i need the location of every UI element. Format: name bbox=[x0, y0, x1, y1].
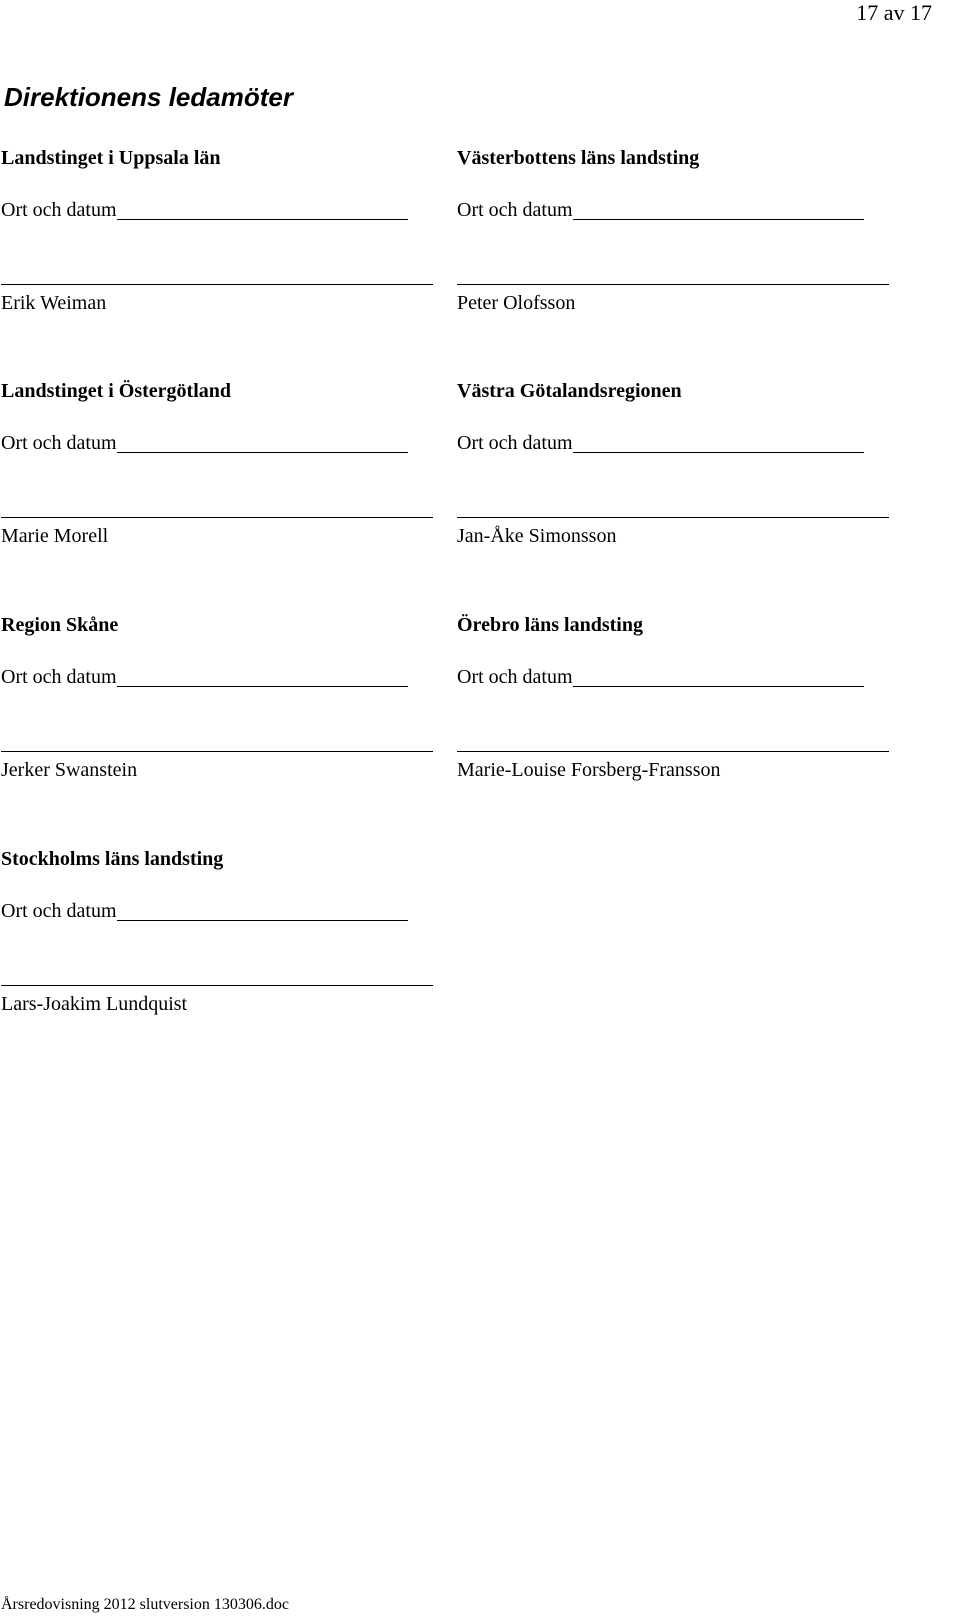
place-date-row bbox=[457, 665, 864, 689]
place-date-blank bbox=[117, 666, 408, 687]
signature-line bbox=[1, 751, 433, 752]
place-date-row bbox=[1, 899, 408, 923]
signature-line bbox=[457, 517, 889, 518]
signatory-name: Jerker Swanstein bbox=[1, 759, 138, 781]
place-date-blank bbox=[573, 432, 864, 453]
place-date-blank bbox=[117, 900, 408, 921]
signatory-name: Erik Weiman bbox=[1, 292, 107, 314]
place-date-label: Ort och datum bbox=[1, 432, 117, 454]
signature-line bbox=[1, 985, 433, 986]
place-date-label: Ort och datum bbox=[457, 432, 573, 454]
organization-name: Västerbottens läns landsting bbox=[457, 147, 700, 169]
place-date-label: Ort och datum bbox=[1, 199, 117, 221]
signature-line bbox=[1, 284, 433, 285]
place-date-row bbox=[1, 665, 408, 689]
signatory-name: Marie-Louise Forsberg-Fransson bbox=[457, 759, 721, 781]
place-date-row bbox=[457, 431, 864, 455]
organization-name: Västra Götalandsregionen bbox=[457, 380, 682, 402]
place-date-label: Ort och datum bbox=[457, 666, 573, 688]
signature-line bbox=[457, 284, 889, 285]
place-date-blank bbox=[573, 666, 864, 687]
organization-name: Stockholms läns landsting bbox=[1, 848, 224, 870]
page-number: 17 av 17 bbox=[856, 0, 932, 25]
organization-name: Landstinget i Uppsala län bbox=[1, 147, 221, 169]
signatory-name: Lars-Joakim Lundquist bbox=[1, 993, 188, 1015]
organization-name: Landstinget i Östergötland bbox=[1, 380, 232, 402]
place-date-blank bbox=[117, 199, 408, 220]
section-heading: Direktionens ledamöter bbox=[4, 82, 293, 112]
place-date-label: Ort och datum bbox=[457, 199, 573, 221]
signatory-name: Marie Morell bbox=[1, 525, 109, 547]
place-date-blank bbox=[573, 199, 864, 220]
place-date-label: Ort och datum bbox=[1, 666, 117, 688]
place-date-row bbox=[1, 198, 408, 222]
signature-line bbox=[1, 517, 433, 518]
organization-name: Örebro läns landsting bbox=[457, 614, 643, 636]
place-date-row bbox=[1, 431, 408, 455]
signature-line bbox=[457, 751, 889, 752]
signatory-name: Peter Olofsson bbox=[457, 292, 576, 314]
place-date-blank bbox=[117, 432, 408, 453]
document-footer: Årsredovisning 2012 slutversion 130306.doc bbox=[1, 1596, 289, 1613]
organization-name: Region Skåne bbox=[1, 614, 119, 636]
place-date-row bbox=[457, 198, 864, 222]
place-date-label: Ort och datum bbox=[1, 900, 117, 922]
signatory-name: Jan-Åke Simonsson bbox=[457, 525, 617, 547]
